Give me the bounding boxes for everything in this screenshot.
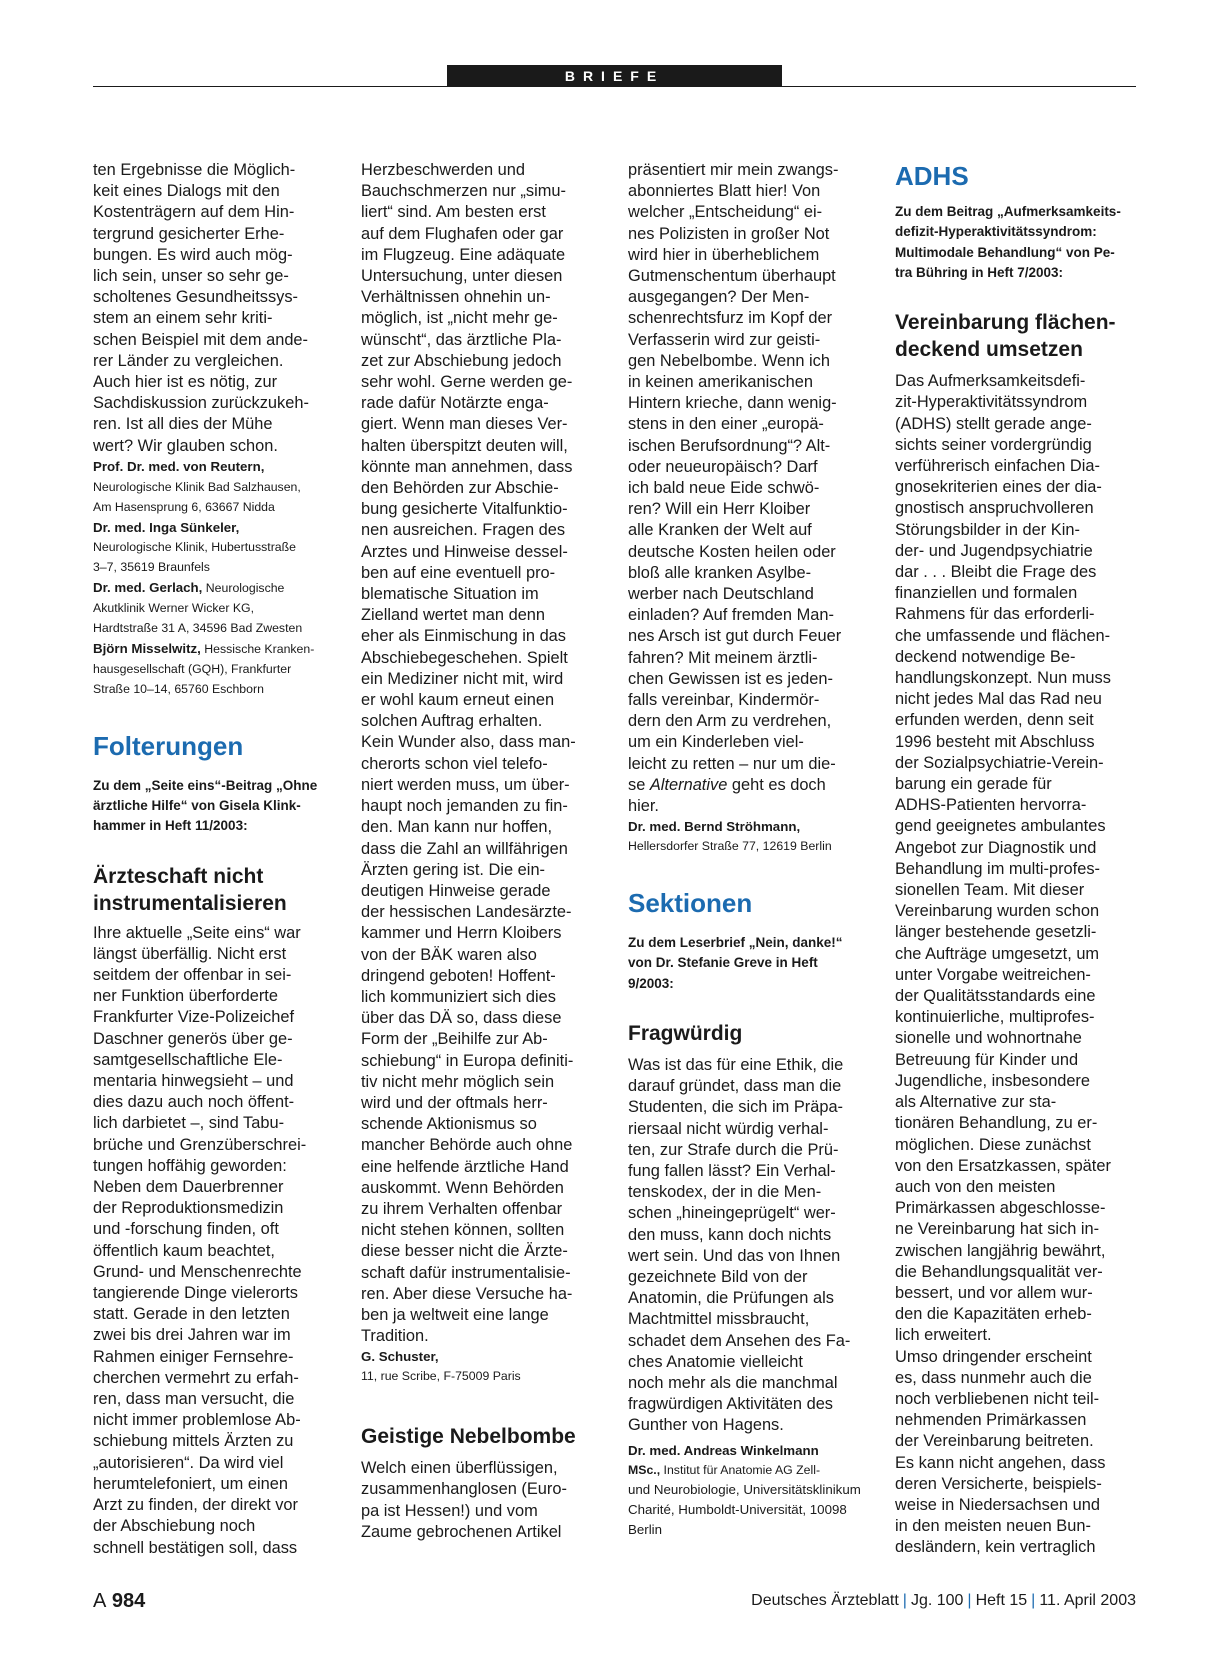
text-line: Primärkassen abgeschlosse- xyxy=(895,1199,1106,1218)
text-line: Ärzten gering ist. Die ein- xyxy=(361,860,546,879)
text-line: Auch hier ist es nötig, zur xyxy=(93,373,278,392)
text-line: che umfassende und flächen- xyxy=(895,626,1111,645)
letter-text xyxy=(93,160,338,457)
text-line: den Behörden zur Abschie- xyxy=(361,479,559,498)
text-line: finanziellen und formalen xyxy=(895,584,1078,603)
text-line: rer Länder zu vergleichen. xyxy=(93,351,284,370)
text-line: ren. Aber diese Versuche ha- xyxy=(361,1284,573,1303)
text-line: noch mehr als die manchmal xyxy=(628,1374,838,1393)
text-line: deutigen Hinweise gerade xyxy=(361,881,551,900)
letter-text xyxy=(361,1458,606,1543)
signature-block xyxy=(361,1347,606,1387)
text-line: Das Aufmerksamkeitsdefi- xyxy=(895,372,1086,391)
letter-title: Geistige Nebelbombe xyxy=(361,1425,576,1449)
text-line: wert sein. Und das von Ihnen xyxy=(628,1246,841,1265)
text-line: Frankfurter Vize-Polizeichef xyxy=(93,1008,295,1027)
text-line: auch von den meisten xyxy=(895,1177,1056,1196)
text-line: deckend umsetzen xyxy=(895,338,1083,362)
column-2 xyxy=(361,160,606,1543)
text-line: rade dafür Notärzte enga- xyxy=(361,394,549,413)
text-line: eher als Einmischung in das xyxy=(361,627,566,646)
text-line: Kein Wunder also, dass man- xyxy=(361,733,576,752)
text-line: gen Nebelbombe. Wenn ich xyxy=(628,351,830,370)
page-number: A 984 xyxy=(93,1590,146,1612)
text-line: tergrund gesicherter Erhe- xyxy=(93,224,285,243)
author-address: 11, rue Scribe, F-75009 Paris xyxy=(361,1369,521,1384)
text-line: chen Gewissen ist es jeden- xyxy=(628,669,833,688)
text-line: Multimodale Behandlung“ von Pe- xyxy=(895,244,1115,260)
text-line: Behandlung im multi-profes- xyxy=(895,859,1100,878)
text-line: nes Arsch ist gut durch Feuer xyxy=(628,627,842,646)
text-line: Anatomin, die Prüfungen als xyxy=(628,1289,834,1308)
text-line: den. Man kann nur hoffen, xyxy=(361,818,553,837)
text-line: den die Kapazitäten erheb- xyxy=(895,1305,1092,1324)
reference-subhead xyxy=(895,202,1140,283)
text-line: dass die Zahl an willfährigen xyxy=(361,839,568,858)
text-line: Was ist das für eine Ethik, die xyxy=(628,1056,844,1074)
text-line: kammer und Herrn Kloibers xyxy=(361,924,562,943)
text-line: Umso dringender erscheint xyxy=(895,1347,1092,1366)
text-line: handlungskonzept. Nun muss xyxy=(895,669,1111,688)
text-line: lich kommuniziert sich dies xyxy=(361,987,556,1006)
text-line: giert. Wenn man dieses Ver- xyxy=(361,415,568,434)
text-line: unter Vorgabe weitreichen- xyxy=(895,965,1091,984)
text-line: gnosekriterien eines der dia- xyxy=(895,478,1102,497)
text-line: der Vereinbarung beitreten. xyxy=(895,1432,1094,1451)
text-line: der Abschiebung noch xyxy=(93,1517,256,1536)
text-line: alle Kranken der Welt auf xyxy=(628,521,812,540)
author-address: Akutklinik Werner Wicker KG, xyxy=(93,601,255,616)
text-line: Zu dem „Seite eins“-Beitrag „Ohne xyxy=(93,777,318,793)
text-line: der- und Jugendpsychiatrie xyxy=(895,541,1093,560)
author-address: Hardtstraße 31 A, 34596 Bad Zwesten xyxy=(93,621,303,636)
text-line: fung fallen lässt? Ein Verhal- xyxy=(628,1162,836,1181)
text-line: Jugendliche, insbesondere xyxy=(895,1071,1091,1090)
text-line: 9/2003: xyxy=(628,975,674,991)
author-name: Dr. med. Inga Sünkeler, xyxy=(93,519,240,535)
text-line: Betreuung für Kinder und xyxy=(895,1050,1079,1069)
text-line: er wohl kaum erneut einen xyxy=(361,691,555,710)
text-line: werber nach Deutschland xyxy=(628,585,814,604)
text-line: einladen? Auf fremden Man- xyxy=(628,606,834,625)
text-line: Es kann nicht angehen, dass xyxy=(895,1453,1106,1472)
text-line: gend geeignetes ambulantes xyxy=(895,817,1106,836)
text-line: schadet dem Ansehen des Fa- xyxy=(628,1331,851,1350)
reference-subhead xyxy=(93,776,338,837)
letter-title xyxy=(895,309,1140,363)
text-line: nicht immer problemlose Ab- xyxy=(93,1411,301,1430)
text-line: sichts seiner vordergründig xyxy=(895,435,1092,454)
text-line: zwei bis drei Jahren war im xyxy=(93,1326,291,1345)
text-line: hammer in Heft 11/2003: xyxy=(93,818,248,834)
text-line: Verfasserin wird zur geisti- xyxy=(628,330,821,349)
text-line: fahren? Mit meinem ärztli- xyxy=(628,648,818,667)
text-line: wert? Wir glauben schon. xyxy=(93,436,278,455)
text-line: ren? Will ein Herr Kloiber xyxy=(628,500,811,519)
text-line: tra Bühring in Heft 7/2003: xyxy=(895,264,1064,280)
text-line: scholtenes Gesundheitssys- xyxy=(93,288,298,307)
header-rule xyxy=(93,86,1136,87)
text-line: deckend notwendige Be- xyxy=(895,647,1076,666)
text-line: tiv nicht mehr möglich sein xyxy=(361,1072,555,1091)
text-line: wird hier in überheblichem xyxy=(628,245,820,264)
text-line: in den meisten neuen Bun- xyxy=(895,1517,1091,1536)
text-line: kontinuierliche, multiprofes- xyxy=(895,1008,1095,1027)
text-line: wird und der oftmals herr- xyxy=(361,1093,548,1112)
text-line: samtgesellschaftliche Ele- xyxy=(93,1050,283,1069)
text-line: Gutmenschentum überhaupt xyxy=(628,267,836,286)
text-line: von den Ersatzkassen, später xyxy=(895,1156,1111,1175)
text-line: Zu dem Leserbrief „Nein, danke!“ xyxy=(628,935,843,951)
text-line: 1996 besteht mit Abschluss xyxy=(895,732,1095,751)
text-line: noch verbliebenen nicht teil- xyxy=(895,1389,1100,1408)
text-line: barung ein gerade für xyxy=(895,775,1052,794)
text-line: dar . . . Bleibt die Frage des xyxy=(895,563,1097,582)
section-header: BRIEFE xyxy=(447,65,782,87)
text-line: Untersuchung, unter diesen xyxy=(361,267,563,286)
journal-date: 11. April 2003 xyxy=(1039,1592,1136,1609)
text-line: verführerisch einfachen Dia- xyxy=(895,457,1100,475)
author-name: Dr. med. Bernd Ströhmann, xyxy=(628,819,801,835)
text-line: ben ja weltweit eine lange xyxy=(361,1305,549,1324)
text-line: lich darbietet –, sind Tabu- xyxy=(93,1114,285,1133)
text-line: diese besser nicht die Ärzte- xyxy=(361,1242,568,1261)
text-line: ischen Berufsordnung“? Alt- xyxy=(628,436,831,455)
text-line: lich sein, unser so sehr ge- xyxy=(93,267,289,286)
text-line: abonniertes Blatt hier! Von xyxy=(628,182,821,201)
journal-issue: Heft 15 xyxy=(975,1592,1028,1609)
journal-name: Deutsches Ärzteblatt xyxy=(751,1592,899,1609)
author-name: MSc., xyxy=(628,1462,661,1477)
text-line: fragwürdigen Aktivitäten des xyxy=(628,1395,834,1414)
text-line: gezeichnete Bild von der xyxy=(628,1268,808,1287)
text-line: Herzbeschwerden und xyxy=(361,161,526,179)
text-line: zet zur Abschiebung jedoch xyxy=(361,351,562,370)
text-line: ten Ergebnisse die Möglich- xyxy=(93,161,296,179)
text-line: „autorisieren“. Da wird viel xyxy=(93,1453,284,1472)
text-line: tungen hoffähig geworden: xyxy=(93,1156,287,1175)
text-line: stem an einem sehr kriti- xyxy=(93,309,273,328)
section-title: Folterungen xyxy=(93,730,244,761)
text-line: sionellen Team. Mit dieser xyxy=(895,881,1085,900)
column-1 xyxy=(93,160,338,1559)
text-line: wünscht“, das ärztliche Pla- xyxy=(361,330,562,349)
author-address: Am Hasensprung 6, 63667 Nidda xyxy=(93,499,275,514)
author-entry xyxy=(93,518,338,579)
journal-footer: Deutsches Ärzteblatt | Jg. 100 | Heft 15 | 11. April 2003 xyxy=(751,1592,1136,1609)
text-line: schen „hineingeprügelt“ wer- xyxy=(628,1204,836,1223)
text-line: über das DÄ so, dass diese xyxy=(361,1009,562,1028)
signature-block: Dr. med. Andreas Winkelmann MSc., Institut für Anatomie AG Zell- und Neurobiologie, Universitätsklinikum Charité, Humboldt-Universität, 10098 Berlin xyxy=(628,1441,873,1541)
text-line: nen ausreichen. Fragen des xyxy=(361,521,566,540)
text-line: oder neueuropäisch? Darf xyxy=(628,457,818,476)
text-line: welcher „Entscheidung“ ei- xyxy=(628,203,823,222)
text-line: ärztliche Hilfe“ von Gisela Klink- xyxy=(93,798,301,814)
text-line: mentaria hinwegsieht – und xyxy=(93,1072,294,1091)
text-line: Welch einen überflüssigen, xyxy=(361,1459,558,1478)
text-line: weise in Niedersachsen und xyxy=(895,1495,1101,1514)
text-line: ren. Ist all dies der Mühe xyxy=(93,415,273,434)
text-line: könnte man annehmen, dass xyxy=(361,457,573,476)
text-line: Sachdiskussion zurückzukeh- xyxy=(93,394,309,413)
text-line: Hintern krieche, dann wenig- xyxy=(628,394,837,413)
text-line: niert werden muss, um über- xyxy=(361,775,570,794)
text-line: längst überfällig. Nicht erst xyxy=(93,944,287,963)
text-line: cherchen vermehrt zu erfah- xyxy=(93,1368,299,1387)
text-line: stens in den einer „europä- xyxy=(628,415,824,434)
author-name: Prof. Dr. med. von Reutern, xyxy=(93,458,265,474)
text-line: bloß alle kranken Asylbe- xyxy=(628,563,812,582)
text-line: ich bald neue Eide schwö- xyxy=(628,479,820,498)
text-line: halten überspitzt deuten will, xyxy=(361,436,568,455)
emphasis: Alternative xyxy=(649,775,728,794)
text-line: schen Beispiel mit dem ande- xyxy=(93,330,309,349)
text-line: bessert, und vor allem wur- xyxy=(895,1283,1093,1302)
text-line: im Flugzeug. Eine adäquate xyxy=(361,245,566,264)
text-line: Charité, Humboldt-Universität, 10098 xyxy=(628,1502,847,1518)
text-line: auskommt. Wenn Behörden xyxy=(361,1178,564,1197)
text-line: dern den Arm zu verdrehen, xyxy=(628,712,832,731)
text-line: Verhältnissen ohnehin un- xyxy=(361,288,551,307)
text-line: tangierende Dinge vielerorts xyxy=(93,1284,299,1303)
text-line: Ärzteschaft nicht xyxy=(93,864,264,888)
text-line: schende Aktionismus so xyxy=(361,1115,537,1134)
text-line: Neben dem Dauerbrenner xyxy=(93,1178,284,1197)
text-line: tionären Behandlung, zu er- xyxy=(895,1114,1098,1133)
text-line: Daschner generös über ge- xyxy=(93,1029,293,1048)
text-line: Zaume gebrochenen Artikel xyxy=(361,1522,562,1541)
text-line: Rahmen einiger Fernsehre- xyxy=(93,1347,294,1366)
text-line: Rahmens für das erforderli- xyxy=(895,605,1095,624)
text-line: öffentlich kaum beachtet, xyxy=(93,1241,275,1260)
text-line: Störungsbilder in der Kin- xyxy=(895,520,1080,539)
text-line: der Reproduktionsmedizin xyxy=(93,1199,284,1218)
letter-text xyxy=(361,160,606,1347)
text-line: in keinen amerikanischen xyxy=(628,373,813,392)
column-3 xyxy=(628,160,873,1540)
text-line: che Aufträge umgesetzt, um xyxy=(895,944,1100,963)
text-line: der hessischen Landesärzte- xyxy=(361,903,572,922)
text-line: nes Polizisten in großer Not xyxy=(628,224,830,243)
text-line: Abschiebegeschehen. Spielt xyxy=(361,648,568,667)
text-line: präsentiert mir mein zwangs- xyxy=(628,161,839,179)
author-address: 3–7, 35619 Braunfels xyxy=(93,560,210,575)
text-line: Zu dem Beitrag „Aufmerksamkeits- xyxy=(895,204,1121,219)
text-line: zu ihrem Verhalten offenbar xyxy=(361,1199,563,1218)
text-line: bungen. Es wird auch mög- xyxy=(93,245,293,264)
text-line: Arzt zu finden, der direkt vor xyxy=(93,1496,298,1515)
text-line: von der BÄK waren also xyxy=(361,945,537,964)
text-line: deutsche Kosten heilen oder xyxy=(628,542,836,561)
text-line: Tradition. xyxy=(361,1327,429,1346)
author-entry xyxy=(93,457,338,518)
section-title: Sektionen xyxy=(628,888,753,919)
text-line: bung gesicherte Vitalfunktio- xyxy=(361,500,568,519)
text-line: möglichen. Diese zunächst xyxy=(895,1135,1091,1154)
section-title: ADHS xyxy=(895,161,969,191)
text-line: Form der „Beihilfe zur Ab- xyxy=(361,1030,548,1049)
text-line: schenrechtsfurz im Kopf der xyxy=(628,309,833,328)
letter-title: Fragwürdig xyxy=(628,1022,743,1045)
text-line: Bauchschmerzen nur „simu- xyxy=(361,182,566,201)
text-line: Vereinbarung flächen- xyxy=(895,311,1116,335)
text-line: schaft dafür instrumentalisie- xyxy=(361,1263,571,1282)
author-address: Straße 10–14, 65760 Eschborn xyxy=(93,681,264,696)
text-line: seitdem der offenbar in sei- xyxy=(93,966,292,985)
text-line: darauf gründet, dass man die xyxy=(628,1077,842,1096)
text-line: defizit-Hyperaktivitätssyndrom: xyxy=(895,224,1097,240)
letter-title xyxy=(93,863,338,917)
text-line: nehmenden Primärkassen xyxy=(895,1411,1087,1430)
letter-text: präsentiert mir mein zwangs- abonniertes Blatt hier! Von welcher „Entscheidung“ ei- nes Polizisten in großer Not wird hier in überheblichem Gutmenschentum überhaupt ausgegangen? Der Men- schenrechtsfurz im Kopf der Verfasserin wird zur geisti- gen Nebelbombe. Wenn ich in keinen amerikanischen Hintern krieche, dann wenig- stens in den einer „europä- ischen Berufsordnung“? Alt- oder neueuropäisch? Darf ich bald neue Eide schwö- ren? Will ein Herr Kloiber alle Kranken der Welt auf deutsche Kosten heilen oder bloß alle kranken Asylbe- werber nach Deutschland einladen? Auf fremden Man- nes Arsch ist gut durch Feuer fahren? Mit meinem ärztli- chen Gewissen ist es jeden- falls vereinbar, Kindermör- dern den Arm zu verdrehen, um ein Kinderleben viel- leicht zu retten – nur um die- se Alternative geht es doch hier. xyxy=(628,160,873,817)
text-line: schiebung mittels Ärzten zu xyxy=(93,1432,294,1451)
text-line: sionelle und wohnortnahe xyxy=(895,1029,1082,1048)
text-line: Grund- und Menschenrechte xyxy=(93,1262,302,1281)
text-line: lich erweitert. xyxy=(895,1326,992,1345)
text-line: deren Versicherte, beispiels- xyxy=(895,1474,1102,1493)
text-line: ner Funktion überforderte xyxy=(93,987,278,1006)
text-line: Ihre aktuelle „Seite eins“ war xyxy=(93,923,301,942)
text-line: eine helfende ärztliche Hand xyxy=(361,1157,569,1176)
text-line: brüche und Grenzüberschrei- xyxy=(93,1135,307,1154)
letter-text xyxy=(93,923,338,1559)
text-line: instrumentalisieren xyxy=(93,891,287,915)
text-line: Gunther von Hagens. xyxy=(628,1416,784,1435)
text-line: falls vereinbar, Kindermör- xyxy=(628,691,820,710)
reference-subhead xyxy=(628,933,873,994)
text-line: mancher Behörde auch ohne xyxy=(361,1136,573,1155)
text-line: auf dem Flughafen oder gar xyxy=(361,224,564,243)
text-line: ren, dass man versucht, die xyxy=(93,1390,295,1409)
text-line: zit-Hyperaktivitätssyndrom xyxy=(895,393,1088,412)
author-address: Neurologische Klinik Bad Salzhausen, xyxy=(93,479,301,494)
text-line: Kostenträgern auf dem Hin- xyxy=(93,203,295,222)
text-line: länger bestehende gesetzli- xyxy=(895,923,1097,942)
text-line: riersaal nicht würdig verhal- xyxy=(628,1119,829,1138)
text-line: haupt noch jemanden zu fin- xyxy=(361,797,568,816)
text-line: leicht zu retten – nur um die- xyxy=(628,754,836,773)
author-name: Björn Misselwitz, xyxy=(93,641,201,656)
author-name: Dr. med. Gerlach, xyxy=(93,580,203,596)
signature-block xyxy=(93,457,338,700)
journal-volume: Jg. 100 xyxy=(910,1592,964,1609)
text-line: schiebung“ in Europa definiti- xyxy=(361,1051,574,1070)
text-line: sehr wohl. Gerne werden ge- xyxy=(361,373,573,392)
text-line: (ADHS) stellt gerade ange- xyxy=(895,414,1092,433)
author-name: Dr. med. Andreas Winkelmann xyxy=(628,1442,819,1458)
text-line: statt. Gerade in den letzten xyxy=(93,1305,290,1324)
text-line: ben auf eine eventuell pro- xyxy=(361,563,556,582)
text-line: pa ist Hessen!) und vom xyxy=(361,1501,538,1520)
text-line: als Alternative zur sta- xyxy=(895,1093,1057,1112)
text-line: ausgegangen? Der Men- xyxy=(628,288,810,307)
text-line: ein Mediziner nicht mit, wird xyxy=(361,669,564,688)
text-line: cherorts schon viel telefo- xyxy=(361,754,548,773)
author-address: hausgesellschaft (GQH), Frankfurter xyxy=(93,661,292,676)
letter-text xyxy=(895,371,1140,1558)
text-line: nicht jedes Mal das Rad neu xyxy=(895,690,1102,709)
letter-text xyxy=(628,1055,873,1437)
text-line: herumtelefoniert, um einen xyxy=(93,1474,288,1493)
text-line: Zielland wertet man denn xyxy=(361,606,546,625)
author-name: G. Schuster, xyxy=(361,1349,439,1365)
text-line: es, dass nunmehr auch die xyxy=(895,1368,1092,1387)
text-line: ches Anatomie vielleicht xyxy=(628,1352,803,1371)
text-line: blematische Situation im xyxy=(361,585,539,604)
text-line: und -forschung finden, oft xyxy=(93,1220,279,1239)
text-line: der Sozialpsychiatrie-Verein- xyxy=(895,753,1104,772)
text-line: Berlin xyxy=(628,1522,662,1538)
text-line: ten, zur Strafe durch die Prü- xyxy=(628,1140,839,1159)
text-line: dringend geboten! Hoffent- xyxy=(361,966,556,985)
text-line: von Dr. Stefanie Greve in Heft xyxy=(628,955,818,971)
text-line: möglich, ist „nicht mehr ge- xyxy=(361,309,558,328)
author-address: Neurologische Klinik, Hubertusstraße xyxy=(93,540,296,555)
text-line: ADHS-Patienten hervorra- xyxy=(895,796,1087,815)
signature-block xyxy=(628,817,873,857)
text-line: tenskodex, der in die Men- xyxy=(628,1183,822,1202)
text-line: Vereinbarung wurden schon xyxy=(895,902,1100,921)
text-line: nicht stehen können, sollten xyxy=(361,1221,565,1240)
column-4 xyxy=(895,160,1140,1559)
text-line: zusammenhanglosen (Euro- xyxy=(361,1480,567,1499)
text-line: der Qualitätsstandards eine xyxy=(895,987,1096,1006)
text-line: ne Vereinbarung hat sich in- xyxy=(895,1220,1100,1239)
text-line: dies dazu auch noch öffent- xyxy=(93,1093,295,1112)
text-line: zwischen langjährig bewährt, xyxy=(895,1241,1106,1260)
author-address: Hellersdorfer Straße 77, 12619 Berlin xyxy=(628,839,832,854)
text-line: Angebot zur Diagnostik und xyxy=(895,838,1097,857)
text-line: erfunden werden, denn seit xyxy=(895,711,1094,730)
text-line: Studenten, die sich im Präpa- xyxy=(628,1098,844,1117)
author-entry: Björn Misselwitz, Hessische Kranken- hausgesellschaft (GQH), Frankfurter Straße 10–14, 65760 Eschborn xyxy=(93,639,338,700)
text-line: schnell bestätigen soll, dass xyxy=(93,1538,298,1557)
text-line: keit eines Dialogs mit den xyxy=(93,182,280,201)
text-line: Arztes und Hinweise dessel- xyxy=(361,542,568,561)
text-line: um ein Kinderleben viel- xyxy=(628,733,804,752)
text-line: solchen Auftrag erhalten. xyxy=(361,712,543,731)
text-line: gnostisch anspruchvolleren xyxy=(895,499,1094,518)
text-line: den muss, kann doch nichts xyxy=(628,1225,832,1244)
text-line: und Neurobiologie, Universitätsklinikum xyxy=(628,1482,861,1498)
author-entry: Dr. med. Gerlach, Neurologische Akutklinik Werner Wicker KG, Hardtstraße 31 A, 34596 Bad Zwesten xyxy=(93,578,338,639)
text-line: desländern, kein vertraglich xyxy=(895,1538,1096,1557)
text-line: Machtmittel missbraucht, xyxy=(628,1310,810,1329)
text-line: die Behandlungsqualität ver- xyxy=(895,1262,1103,1281)
text-line: liert“ sind. Am besten erst xyxy=(361,203,546,222)
